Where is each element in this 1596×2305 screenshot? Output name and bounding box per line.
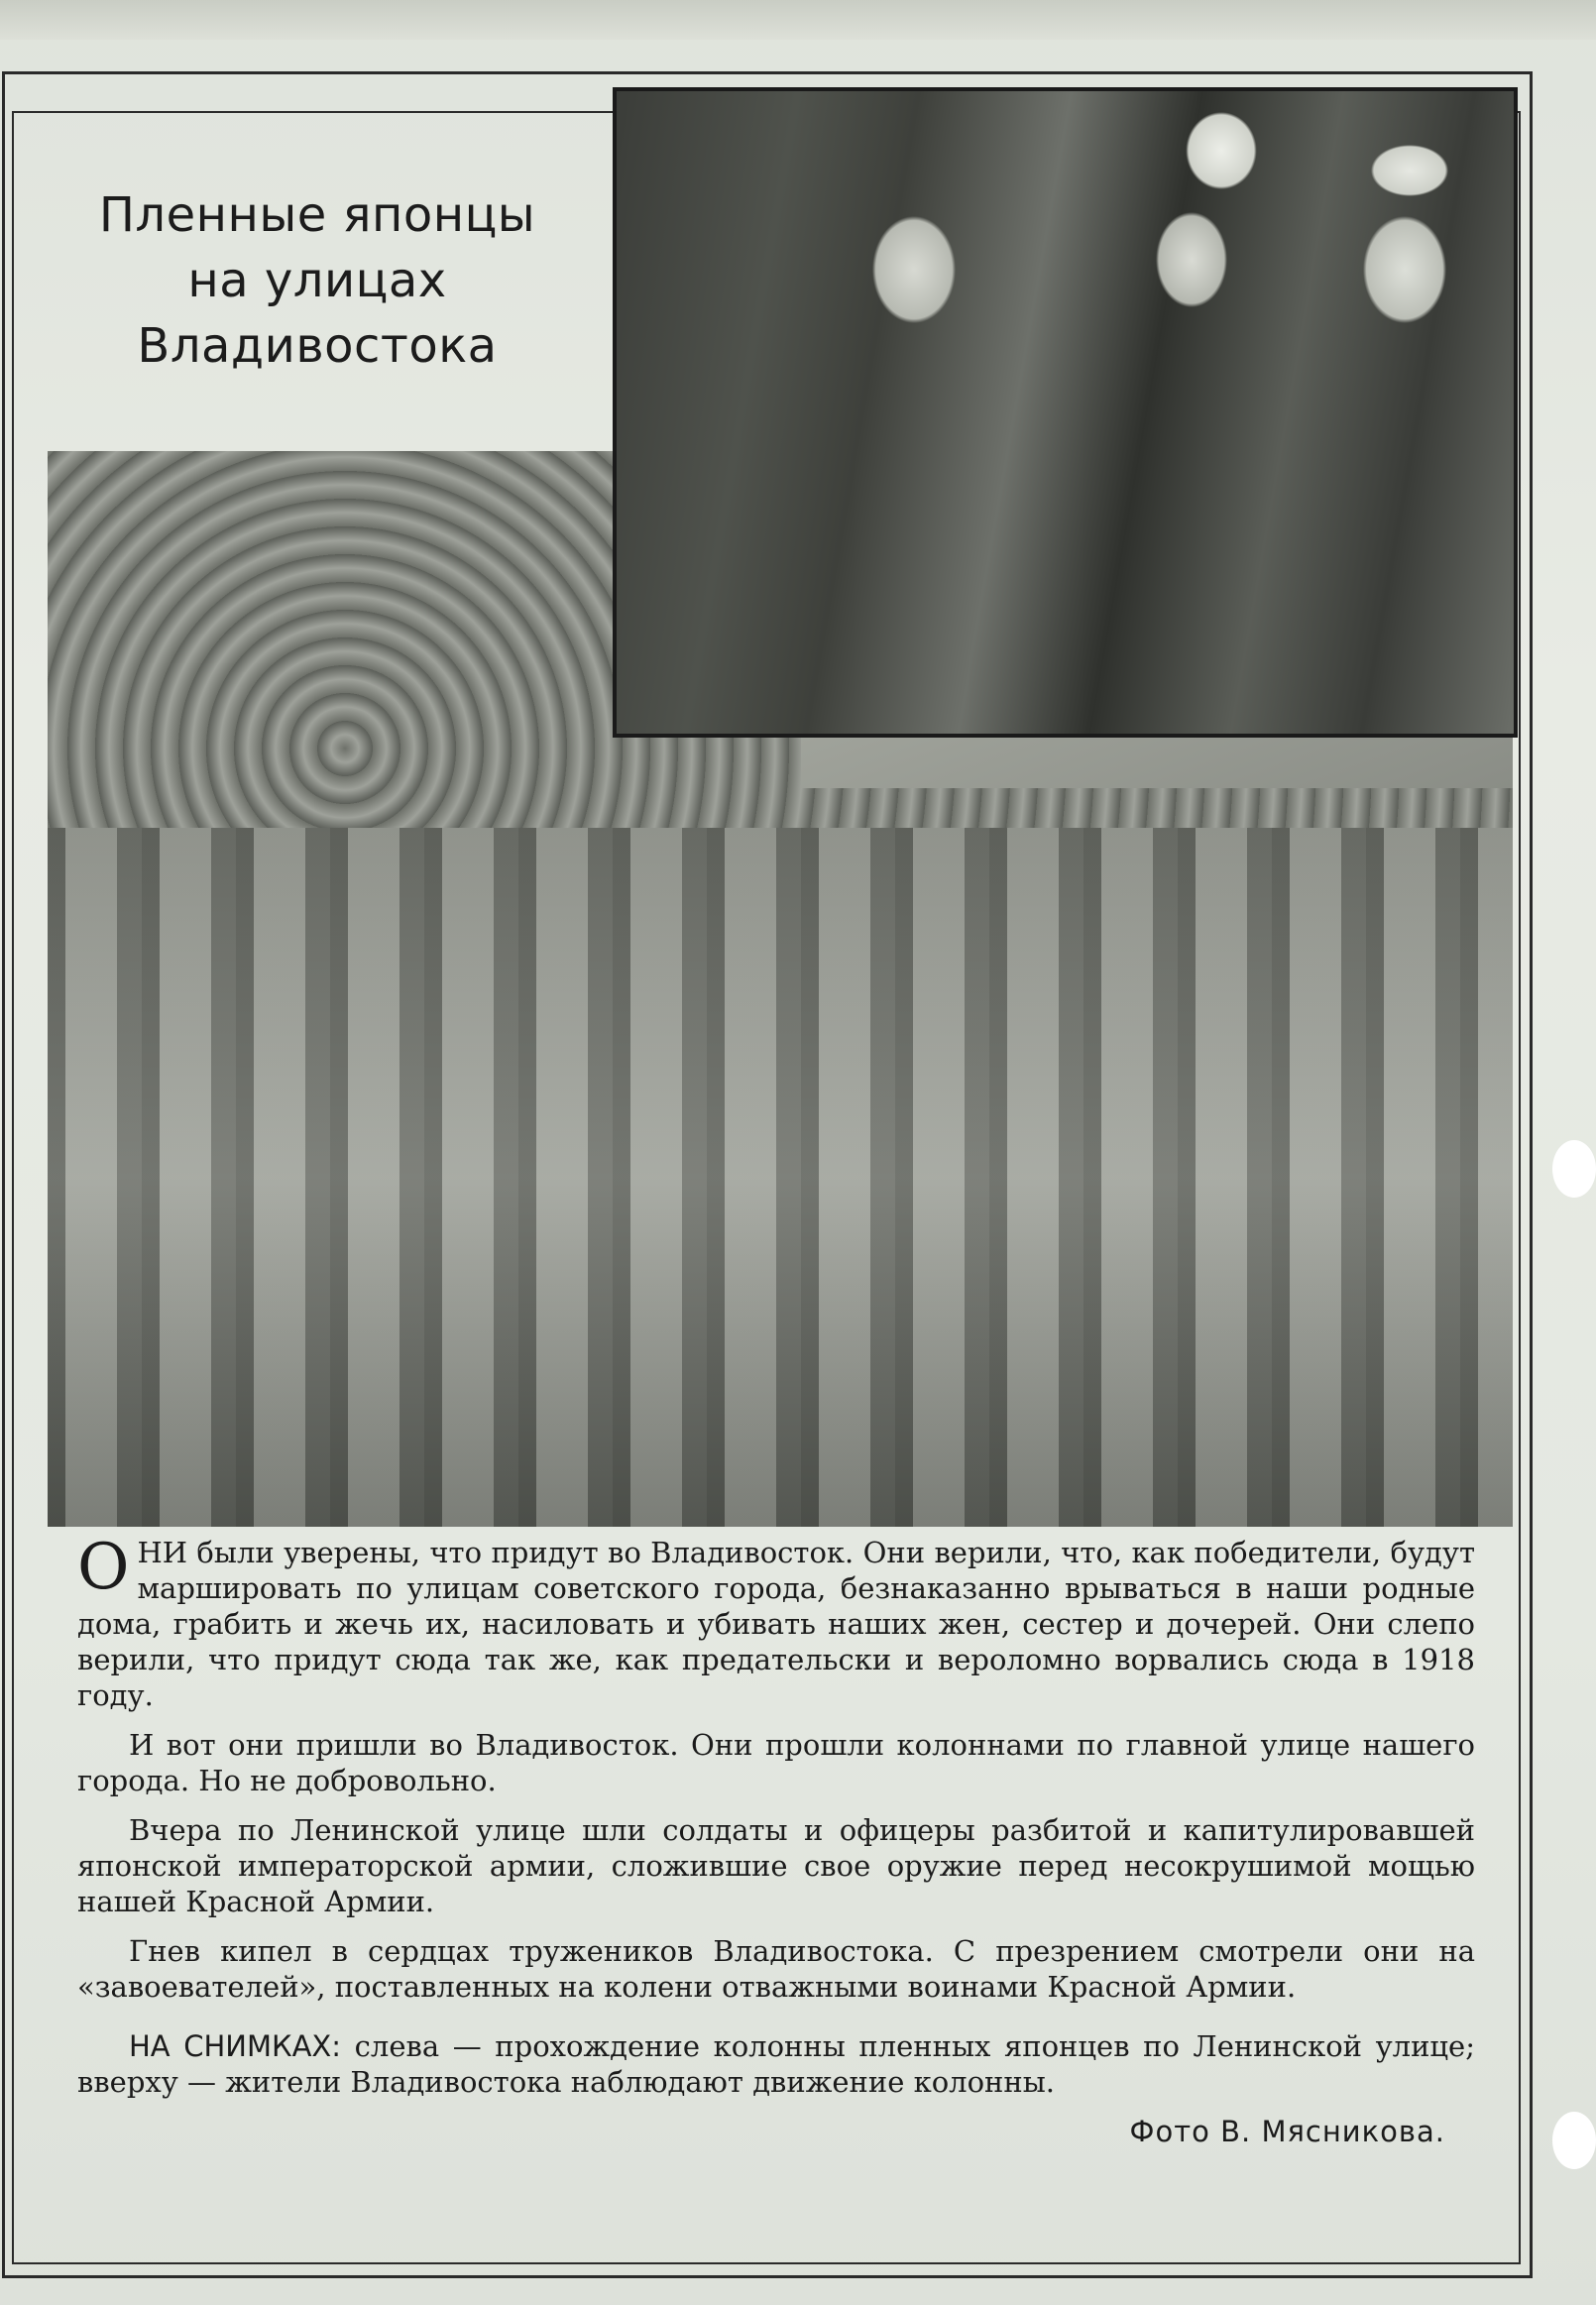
- punch-hole-lower: [1552, 2112, 1596, 2169]
- caption-text: слева — прохождение колонны пленных японцев по Ленинской улице; вверху — жители Владивостока наблюдают движение колонны.: [77, 2029, 1475, 2099]
- headline-line-2: на улицах: [187, 253, 447, 308]
- headline-line-1: Пленные японцы: [98, 187, 536, 243]
- article-paragraph-3: Вчера по Ленинской улице шли солдаты и офицеры разбитой и капитулировавшей японской императорской армии, сложившие свое оружие перед несокрушимой мощью нашей Красной Армии.: [77, 1813, 1475, 1918]
- drop-cap: О: [77, 1531, 130, 1604]
- residents-watching-photo: [613, 87, 1518, 738]
- caption-label: НА СНИМКАХ:: [129, 2029, 342, 2063]
- article-paragraph-1: [77, 1531, 1475, 1713]
- headline-line-3: Владивостока: [137, 318, 498, 374]
- punch-hole-upper: [1552, 1140, 1596, 1198]
- photo-crowd-area: [48, 828, 1513, 1527]
- article-body: [77, 1531, 1475, 2149]
- headline: [30, 117, 605, 444]
- article-paragraph-1-text: НИ были уверены, что придут во Владивосток. Они верили, что, как победители, будут маршировать по улицам советского города, безнаказанно врываться в наши родные дома, грабить и жечь их, насиловать и убивать наших жен, сестер и дочерей. Они слепо верили, что придут сюда так же, как предательски и вероломно ворвались сюда в 1918 году.: [77, 1536, 1475, 1712]
- photo-caption: [77, 2028, 1475, 2100]
- photo-credit: Фото В. Мясникова.: [1129, 2115, 1445, 2148]
- article-paragraph-2: И вот они пришли во Владивосток. Они прошли колоннами по главной улице нашего города. Но не добровольно.: [77, 1728, 1475, 1797]
- article-paragraph-4: Гнев кипел в сердцах тружеников Владивостока. С презрением смотрели они на «завоевателей», поставленных на колени отважными воинами Красной Армии.: [77, 1934, 1475, 2004]
- page-top-edge: [0, 0, 1596, 40]
